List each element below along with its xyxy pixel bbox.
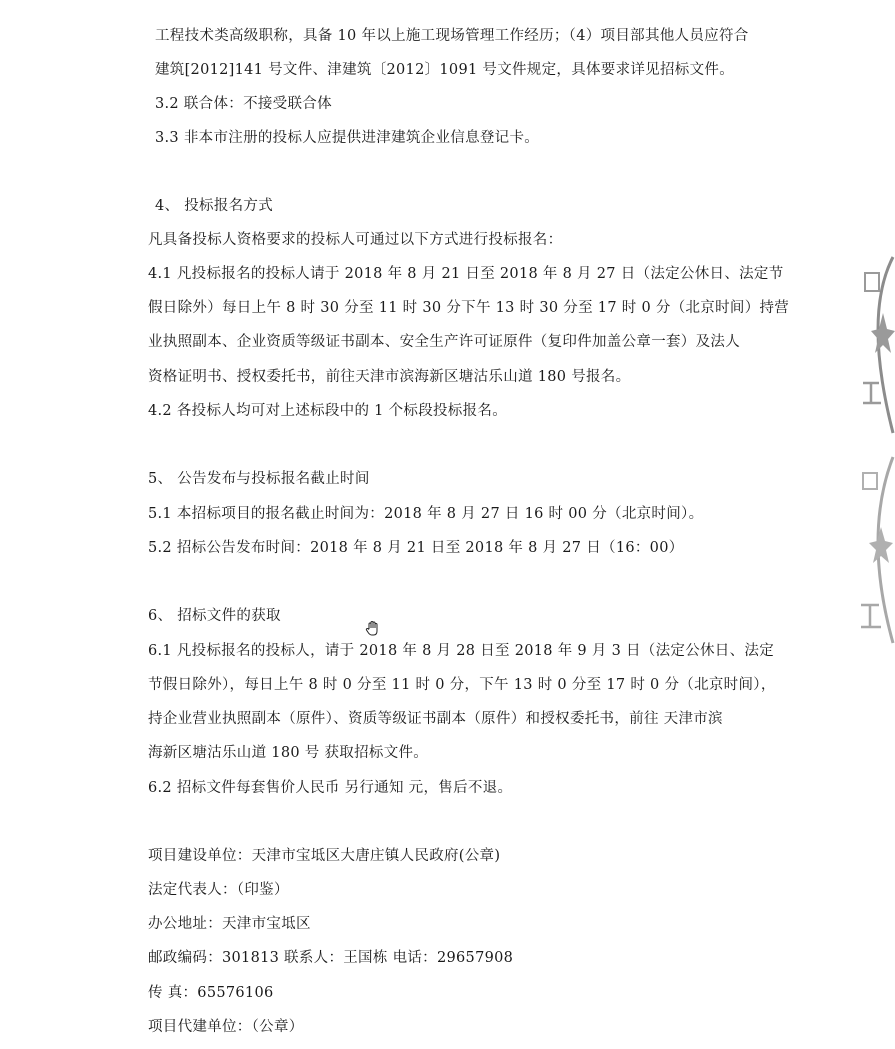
text-line: 工程技术类高级职称，具备 10 年以上施工现场管理工作经历；（4）项目部其他人员应符合 (155, 28, 749, 44)
text-line: 凡具备投标人资格要求的投标人可通过以下方式进行投标报名： (148, 232, 563, 248)
section-heading: 4、 投标报名方式 (155, 198, 274, 214)
text-line: 业执照副本、企业资质等级证书副本、安全生产许可证原件（复印件加盖公章一套）及法人 (148, 334, 740, 350)
text-line: 资格证明书、授权委托书，前往天津市滨海新区塘沽乐山道 180 号报名。 (148, 369, 631, 385)
signature-line: 邮政编码：301813 联系人：王国栋 电话：29657908 (148, 950, 514, 966)
text-line: 假日除外）每日上午 8 时 30 分至 11 时 30 分下午 13 时 30 分至 17 时 0 分（北京时间）持营 (148, 300, 790, 316)
text-line: 节假日除外），每日上午 8 时 0 分至 11 时 0 分，下午 13 时 0 分至 17 时 0 分（北京时间）， (148, 677, 776, 693)
text-line: 5.2 招标公告发布时间：2018 年 8 月 21 日至 2018 年 8 月 27 日（16：00） (148, 540, 684, 556)
seal-stamp-icon (853, 255, 895, 435)
section-heading: 5、 公告发布与投标报名截止时间 (148, 471, 370, 487)
text-line: 3.3 非本市注册的投标人应提供进津建筑企业信息登记卡。 (155, 130, 540, 146)
text-line: 持企业营业执照副本（原件）、资质等级证书副本（原件）和授权委托书，前往 天津市滨 (148, 711, 723, 727)
signature-line: 项目建设单位：天津市宝坻区大唐庄镇人民政府(公章) (148, 848, 501, 864)
text-line: 4.2 各投标人均可对上述标段中的 1 个标段投标报名。 (148, 403, 508, 419)
text-line: 6.2 招标文件每套售价人民币 另行通知 元，售后不退。 (148, 780, 513, 796)
signature-line: 传 真：65576106 (148, 985, 274, 1001)
section-heading: 6、 招标文件的获取 (148, 608, 281, 624)
text-line: 建筑[2012]141 号文件、津建筑〔2012〕1091 号文件规定，具体要求详见招标文件。 (155, 62, 735, 78)
text-line: 海新区塘沽乐山道 180 号 获取招标文件。 (148, 745, 429, 761)
signature-line: 法定代表人：（印鉴） (148, 882, 289, 898)
text-line: 5.1 本招标项目的报名截止时间为：2018 年 8 月 27 日 16 时 00 分（北京时间）。 (148, 506, 704, 522)
signature-line: 项目代建单位：（公章） (148, 1019, 304, 1035)
text-line: 4.1 凡投标报名的投标人请于 2018 年 8 月 21 日至 2018 年 8 月 27 日（法定公休日、法定节 (148, 266, 784, 282)
hand-cursor-icon (364, 620, 382, 638)
signature-line: 办公地址：天津市宝坻区 (148, 916, 311, 932)
text-line: 3.2 联合体：不接受联合体 (155, 96, 332, 112)
text-line: 6.1 凡投标报名的投标人，请于 2018 年 8 月 28 日至 2018 年 9 月 3 日（法定公休日、法定 (148, 643, 775, 659)
seal-stamp-icon (853, 455, 895, 645)
